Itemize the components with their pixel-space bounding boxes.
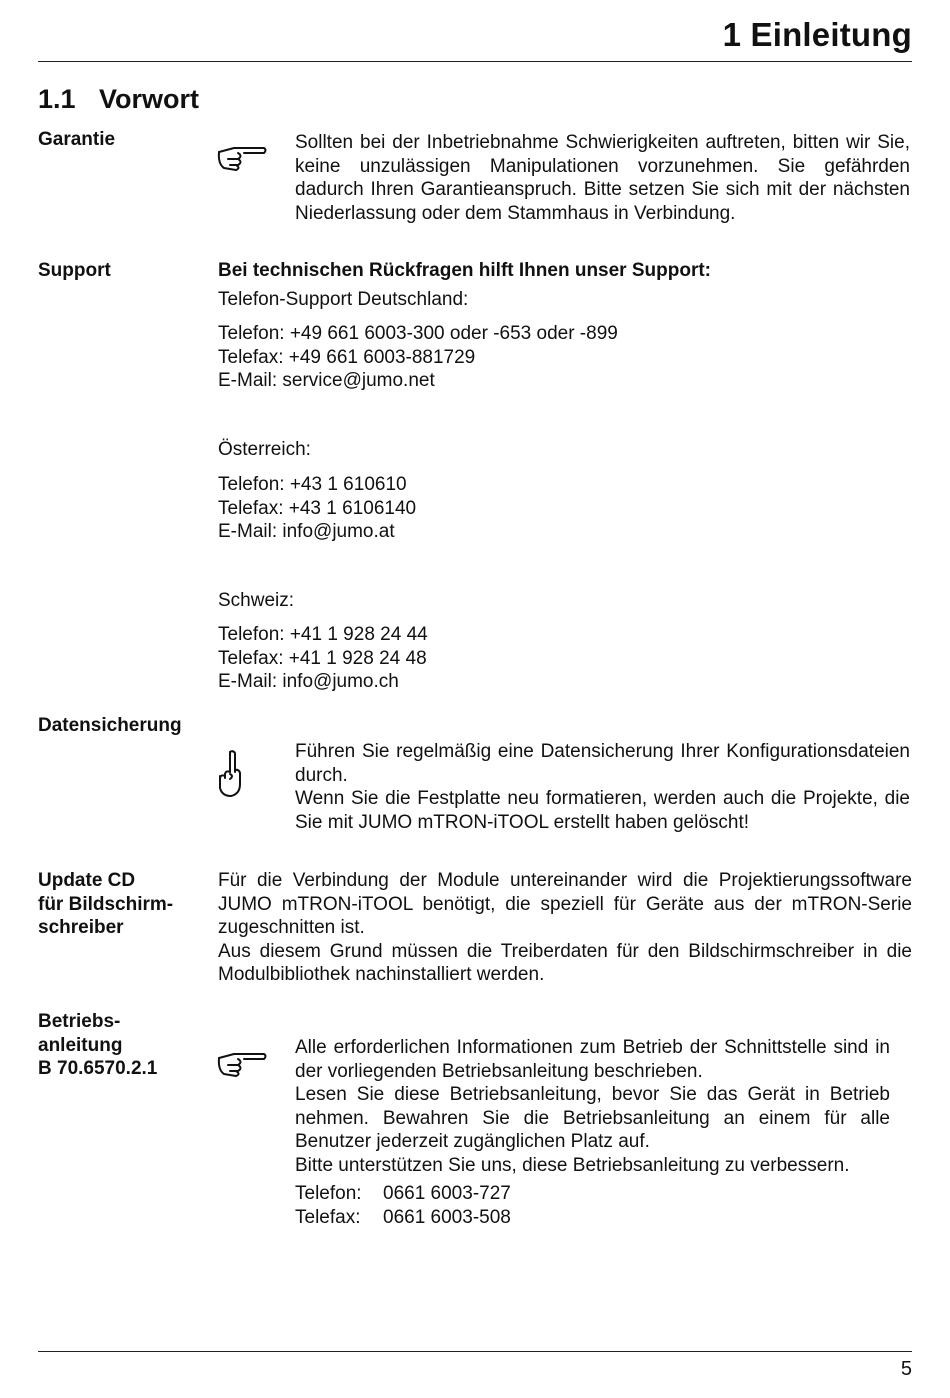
update-cd-para2: Aus diesem Grund müssen die Treiberdaten für den Bildschirmschreiber in die Modulbibliothek nachinstalliert werden. xyxy=(218,940,912,985)
support-heading: Bei technischen Rückfragen hilft Ihnen unser Support: xyxy=(218,260,711,281)
betriebsanleitung-label-line3: B 70.6570.2.1 xyxy=(38,1058,158,1079)
garantie-label: Garantie xyxy=(38,129,116,150)
support-austria-contact xyxy=(218,473,912,544)
betriebsanleitung-label-line1: Betriebs- xyxy=(38,1011,121,1032)
support-switzerland-phone: Telefon: +41 1 928 24 44 xyxy=(218,624,428,645)
support-label: Support xyxy=(38,260,111,281)
datensicherung-line2: Wenn Sie die Festplatte neu formatieren, werden auch die Projekte, die Sie mit JUMO mTRON-iTOOL erstellt haben gelöscht! xyxy=(295,788,910,833)
datensicherung-text xyxy=(295,740,910,834)
betriebsanleitung-text xyxy=(295,1036,890,1177)
page-number: 5 xyxy=(900,1358,912,1380)
support-germany-phone: Telefon: +49 661 6003-300 oder -653 oder -899 xyxy=(218,323,618,344)
support-germany-title: Telefon-Support Deutschland: xyxy=(218,289,469,310)
section-heading: Vorwort xyxy=(99,84,199,114)
support-switzerland-contact xyxy=(218,623,912,694)
update-cd-text xyxy=(218,869,912,987)
footer-rule xyxy=(38,1351,912,1352)
update-cd-label xyxy=(38,869,208,940)
support-austria-phone: Telefon: +43 1 610610 xyxy=(218,474,407,495)
fax-value: 0661 6003-508 xyxy=(383,1206,511,1228)
support-switzerland-fax: Telefax: +41 1 928 24 48 xyxy=(218,647,427,669)
garantie-text: Sollten bei der Inbetriebnahme Schwierigkeiten auftreten, bitten wir Sie, keine unzulässigen Manipulationen vorzunehmen. Sie gefährden dadurch Ihren Garantieanspruch. Bitte setzen Sie sich mit der nächsten Niederlassung oder dem Stammhaus in Verbindung. xyxy=(295,132,910,224)
datensicherung-label: Datensicherung xyxy=(38,715,182,736)
support-austria-email: E-Mail: info@jumo.at xyxy=(218,521,395,542)
support-germany-contact xyxy=(218,322,912,393)
update-cd-para1: Für die Verbindung der Module untereinander wird die Projektierungssoftware JUMO mTRON-iTOOL benötigt, die speziell für Geräte aus der mTRON-Serie zugeschnitten ist. xyxy=(218,870,912,938)
pointing-hand-icon xyxy=(216,140,268,180)
betriebsanleitung-label xyxy=(38,1010,208,1081)
update-cd-label-line2: für Bildschirm- xyxy=(38,893,174,915)
support-austria-fax: Telefax: +43 1 6106140 xyxy=(218,497,417,519)
betriebsanleitung-fax-row xyxy=(295,1206,511,1230)
betriebsanleitung-para1: Alle erforderlichen Informationen zum Betrieb der Schnittstelle sind in der vorliegenden Betriebsanleitung beschrieben. xyxy=(295,1037,890,1082)
support-austria-title: Österreich: xyxy=(218,439,311,460)
support-germany-email: E-Mail: service@jumo.net xyxy=(218,370,435,391)
datensicherung-line1: Führen Sie regelmäßig eine Datensicherung Ihrer Konfigurationsdateien durch. xyxy=(295,741,910,786)
update-cd-label-line1: Update CD xyxy=(38,870,136,891)
update-cd-label-line3: schreiber xyxy=(38,917,124,938)
phone-label: Telefon: xyxy=(295,1183,362,1204)
section-title xyxy=(38,84,199,115)
pointing-hand-icon xyxy=(216,1046,268,1086)
support-germany-fax: Telefax: +49 661 6003-881729 xyxy=(218,346,476,368)
betriebsanleitung-contact xyxy=(295,1182,511,1229)
fax-label: Telefax: xyxy=(295,1206,361,1228)
betriebsanleitung-phone-row xyxy=(295,1182,511,1206)
betriebsanleitung-para2: Lesen Sie diese Betriebsanleitung, bevor Sie das Gerät in Betrieb nehmen. Bewahren Sie die Betriebsanleitung an einem für alle Benutzer jederzeit zugänglichen Platz auf. xyxy=(295,1084,890,1152)
chapter-title: 1 Einleitung xyxy=(722,16,912,53)
betriebsanleitung-label-line2: anleitung xyxy=(38,1034,123,1056)
raised-finger-icon xyxy=(216,748,246,800)
betriebsanleitung-para3: Bitte unterstützen Sie uns, diese Betriebsanleitung zu verbessern. xyxy=(295,1154,850,1176)
phone-value: 0661 6003-727 xyxy=(383,1183,511,1204)
section-number: 1.1 xyxy=(38,84,76,114)
support-switzerland-email: E-Mail: info@jumo.ch xyxy=(218,671,399,692)
support-switzerland-title: Schweiz: xyxy=(218,590,295,611)
header-rule xyxy=(38,61,912,62)
